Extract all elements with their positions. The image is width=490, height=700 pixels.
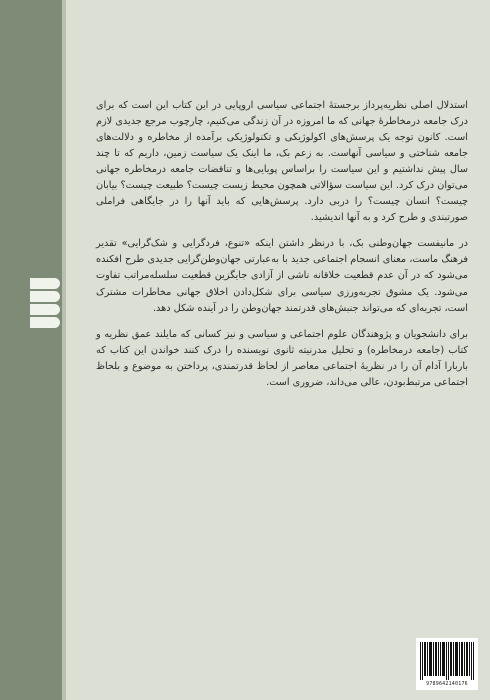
isbn-barcode: [416, 638, 478, 690]
spine-edge: [62, 0, 66, 700]
blurb-paragraph-1: استدلال اصلی نظریه‌پرداز برجستهٔ اجتماعی سیاسی اروپایی در این کتاب این است که برای درک جامعه درمخاطرهٔ جهانی که ما امروزه در آن زندگی می‌کنیم، چارچوب مرجع جدیدی لازم است. کانون توجه یک پرسش‌های اکولوژیکی و تکنولوژیکی برآمده از مخاطره و دلالت‌های جامعه شناختی و سیاسی آنهاست. به زعم بک، ما اینک یک سیاست زمین، داریم که تا چند سال پیش نداشتیم و این سیاست را براساس پویایی‌ها و تناقضات جامعه درمخاطره جهانی می‌توان درک کرد. این سیاست سؤالاتی همچون محیط زیست چیست؟ طبیعت چیست؟ بیابان چیست؟ انسان چیست؟ را دربی دارد. پرسش‌هایی که باید آنها را در جایگاهی فراملی صورتبندی و طرح کرد و به آنها اندیشید.: [96, 100, 468, 224]
cover-spine-band: [0, 0, 62, 700]
blurb-paragraph-3: برای دانشجویان و پژوهندگان علوم اجتماعی و سیاسی و نیز کسانی که مایلند عمق نظریه و کتاب (جامعه درمخاطره) و تحلیل مدرنیته ثانوی نویسنده را درک کنند خواندن این کتاب که باربارا آدام آن را در نظریهٔ اجتماعی معاصر از لحاظ قدرتمندی، پرداختن به موضوع و بلحاظ اجتماعی مرتبط‌بودن، عالی می‌داند، ضروری است.: [96, 328, 468, 388]
barcode-digits: 9789642140176: [426, 681, 468, 687]
blurb-text: [96, 98, 468, 401]
publisher-logo-icon: [30, 278, 60, 328]
barcode-icon: [420, 642, 474, 680]
blurb-paragraph-2: در مانیفست جهان‌وطنی بک، با درنظر داشتن اینکه «تنوع، فردگرایی و شک‌گرایی» تقدیر فرهنگ ماست، معنای انسجام اجتماعی جدید با به‌عبارتی جهان‌وطن‌گرایی جدیدی طرح افکنده می‌شود که در آن عدم قطعیت خلاقانه ناشی از آزادی جایگزین قطعیت سلسله‌مراتب تفاوت می‌شود. یک مشوق تجربه‌ورزی سیاسی برای شکل‌دادن اخلاق جهانی مخاطرات مشترک است، تجربه‌ای که می‌تواند جنبش‌های قدرتمند جهان‌وطن را در آینده شکل دهد.: [96, 238, 468, 314]
